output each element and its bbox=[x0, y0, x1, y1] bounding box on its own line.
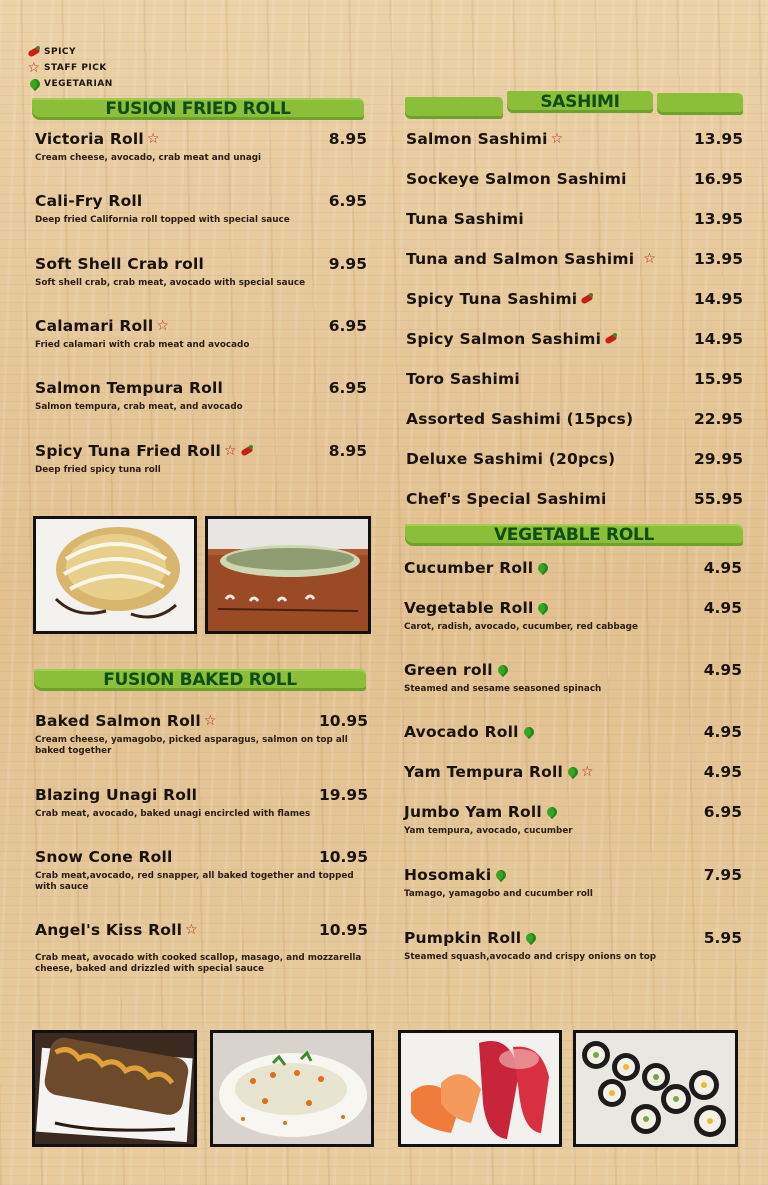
leaf-icon bbox=[545, 805, 559, 819]
item-price: 13.95 bbox=[693, 210, 743, 228]
menu-item: Cali-Fry Roll 6.95 Deep fried California roll topped with special sauce bbox=[35, 192, 367, 225]
item-price: 4.95 bbox=[703, 661, 742, 679]
menu-item: Baked Salmon Roll ☆ 10.95 Cream cheese, yamagobo, picked asparagus, salmon on top all baked together bbox=[35, 712, 368, 756]
menu-item: Soft Shell Crab roll 9.95 Soft shell crab, crab meat, avocado with special sauce bbox=[35, 255, 367, 288]
fusion-fried-banner bbox=[32, 98, 364, 120]
photo-fried-roll-drizzled bbox=[33, 516, 197, 634]
snow-cone-roll-image bbox=[213, 1033, 371, 1144]
item-price: 55.95 bbox=[693, 490, 743, 508]
item-description: Crab meat, avocado with cooked scallop, masago, and mozzarella cheese, baked and drizzled with special sauce bbox=[35, 953, 362, 974]
item-price: 29.95 bbox=[693, 450, 743, 468]
star-icon: ☆ bbox=[185, 922, 198, 938]
item-price: 15.95 bbox=[693, 370, 743, 388]
leaf-icon bbox=[524, 931, 538, 945]
menu-item: Angel's Kiss Roll ☆ 10.95 Crab meat, avocado with cooked scallop, masago, and mozzarella cheese, baked and drizzled with special sauce bbox=[35, 921, 368, 974]
item-description: Tamago, yamagobo and cucumber roll bbox=[404, 889, 593, 899]
legend bbox=[26, 44, 113, 92]
leaf-icon bbox=[566, 765, 580, 779]
legend-spicy: SPICY bbox=[26, 44, 113, 60]
star-icon: ☆ bbox=[203, 713, 217, 729]
menu-item: Yam Tempura Roll ☆ 4.95 bbox=[404, 763, 742, 781]
menu-item: Hosomaki 7.95 Tamago, yamagobo and cucumber roll bbox=[404, 866, 742, 899]
item-description: Deep fried California roll topped with special sauce bbox=[35, 215, 290, 225]
item-price: 4.95 bbox=[703, 559, 742, 577]
item-price: 14.95 bbox=[693, 290, 743, 308]
item-description: Deep fried spicy tuna roll bbox=[35, 465, 161, 475]
item-price: 13.95 bbox=[693, 130, 743, 148]
star-icon: ☆ bbox=[550, 131, 564, 147]
menu-item: Tuna and Salmon Sashimi ☆ 13.95 bbox=[406, 250, 743, 268]
chili-icon bbox=[580, 293, 594, 305]
fried-roll-image bbox=[36, 519, 194, 631]
photo-baked-roll bbox=[32, 1030, 197, 1147]
item-price: 10.95 bbox=[318, 712, 368, 730]
item-description: Cream cheese, yamagobo, picked asparagus, salmon on top all baked together bbox=[35, 735, 348, 756]
leaf-icon bbox=[536, 561, 550, 575]
item-price: 14.95 bbox=[693, 330, 743, 348]
leaf-icon bbox=[522, 725, 536, 739]
fried-roll-board-image bbox=[208, 519, 368, 631]
item-price: 6.95 bbox=[328, 317, 367, 335]
item-price: 16.95 bbox=[693, 170, 743, 188]
item-price: 5.95 bbox=[703, 929, 742, 947]
menu-item: Assorted Sashimi (15pcs) 22.95 bbox=[406, 410, 743, 428]
menu-item: Salmon Tempura Roll 6.95 Salmon tempura, crab meat, and avocado bbox=[35, 379, 367, 412]
hosomaki-image bbox=[576, 1033, 735, 1144]
sashimi-title: SASHIMI bbox=[540, 92, 620, 112]
item-price: 6.95 bbox=[328, 192, 367, 210]
menu-item: Avocado Roll 4.95 bbox=[404, 723, 742, 741]
star-icon: ☆ bbox=[156, 318, 170, 334]
star-icon: ☆ bbox=[146, 131, 160, 147]
leaf-icon bbox=[496, 663, 510, 677]
photo-sashimi bbox=[398, 1030, 562, 1147]
photo-hosomaki bbox=[573, 1030, 738, 1147]
item-price: 22.95 bbox=[693, 410, 743, 428]
item-description: Crab meat, avocado, baked unagi encircled with flames bbox=[35, 809, 311, 819]
item-description: Steamed and sesame seasoned spinach bbox=[404, 684, 602, 694]
menu-item: Toro Sashimi 15.95 bbox=[406, 370, 743, 388]
item-price: 8.95 bbox=[328, 442, 367, 460]
baked-roll-image bbox=[35, 1033, 194, 1144]
sashimi-banner bbox=[405, 91, 743, 113]
item-description: Carot, radish, avocado, cucumber, red cabbage bbox=[404, 622, 638, 632]
star-icon: ☆ bbox=[581, 764, 594, 780]
item-price: 4.95 bbox=[703, 763, 742, 781]
menu-item: Vegetable Roll 4.95 Carot, radish, avocado, cucumber, red cabbage bbox=[404, 599, 742, 632]
sashimi-image bbox=[401, 1033, 559, 1144]
chili-icon bbox=[27, 46, 41, 58]
star-icon: ☆ bbox=[224, 443, 237, 459]
menu-item: Snow Cone Roll 10.95 Crab meat,avocado, red snapper, all baked together and topped with sauce bbox=[35, 848, 368, 892]
menu-item: Tuna Sashimi 13.95 bbox=[406, 210, 743, 228]
item-price: 6.95 bbox=[703, 803, 742, 821]
item-price: 7.95 bbox=[703, 866, 742, 884]
vegetable-banner bbox=[405, 524, 743, 546]
menu-item: Blazing Unagi Roll 19.95 Crab meat, avocado, baked unagi encircled with flames bbox=[35, 786, 368, 819]
menu-item: Green roll 4.95 Steamed and sesame seasoned spinach bbox=[404, 661, 742, 694]
menu-item: Cucumber Roll 4.95 bbox=[404, 559, 742, 577]
photo-snow-cone-roll bbox=[210, 1030, 374, 1147]
item-price: 13.95 bbox=[693, 250, 743, 268]
item-price: 10.95 bbox=[318, 921, 368, 939]
photo-fried-roll-board bbox=[205, 516, 371, 634]
leaf-icon bbox=[28, 77, 42, 91]
leaf-icon bbox=[494, 868, 508, 882]
item-description: Fried calamari with crab meat and avocado bbox=[35, 340, 250, 350]
menu-item: Deluxe Sashimi (20pcs) 29.95 bbox=[406, 450, 743, 468]
item-description: Yam tempura, avocado, cucumber bbox=[404, 826, 573, 836]
fusion-baked-banner bbox=[34, 669, 366, 691]
item-price: 9.95 bbox=[328, 255, 367, 273]
fusion-baked-title: FUSION BAKED ROLL bbox=[103, 670, 297, 690]
legend-staff-pick: ☆ STAFF PICK bbox=[27, 60, 107, 76]
item-price: 4.95 bbox=[703, 599, 742, 617]
item-description: Salmon tempura, crab meat, and avocado bbox=[35, 402, 243, 412]
fusion-fried-title: FUSION FRIED ROLL bbox=[105, 99, 291, 119]
star-icon: ☆ bbox=[27, 60, 41, 76]
item-price: 8.95 bbox=[328, 130, 367, 148]
menu-item: Spicy Tuna Sashimi 14.95 bbox=[406, 290, 743, 308]
item-description: Crab meat,avocado, red snapper, all baked together and topped with sauce bbox=[35, 871, 354, 892]
star-icon: ☆ bbox=[643, 251, 656, 267]
chili-icon bbox=[604, 333, 618, 345]
item-description: Cream cheese, avocado, crab meat and unagi bbox=[35, 153, 262, 163]
chili-icon bbox=[240, 445, 254, 457]
menu-item: Pumpkin Roll 5.95 Steamed squash,avocado and crispy onions on top bbox=[404, 929, 742, 962]
menu-item: Spicy Salmon Sashimi 14.95 bbox=[406, 330, 743, 348]
item-price: 10.95 bbox=[318, 848, 368, 866]
item-price: 4.95 bbox=[703, 723, 742, 741]
vegetable-title: VEGETABLE ROLL bbox=[493, 525, 655, 545]
menu-item: Salmon Sashimi ☆ 13.95 bbox=[406, 130, 743, 148]
menu-item: Spicy Tuna Fried Roll ☆ 8.95 Deep fried spicy tuna roll bbox=[35, 442, 367, 475]
menu-item: Chef's Special Sashimi 55.95 bbox=[406, 490, 743, 508]
menu-item: Calamari Roll ☆ 6.95 Fried calamari with crab meat and avocado bbox=[35, 317, 367, 350]
menu-item: Victoria Roll ☆ 8.95 Cream cheese, avocado, crab meat and unagi bbox=[35, 130, 367, 163]
legend-vegetarian: VEGETARIAN bbox=[26, 76, 113, 92]
item-price: 6.95 bbox=[328, 379, 367, 397]
item-description: Steamed squash,avocado and crispy onions on top bbox=[404, 952, 657, 962]
leaf-icon bbox=[536, 601, 550, 615]
menu-item: Sockeye Salmon Sashimi 16.95 bbox=[406, 170, 743, 188]
item-description: Soft shell crab, crab meat, avocado with special sauce bbox=[35, 278, 306, 288]
item-price: 19.95 bbox=[318, 786, 368, 804]
menu-item: Jumbo Yam Roll 6.95 Yam tempura, avocado, cucumber bbox=[404, 803, 742, 836]
